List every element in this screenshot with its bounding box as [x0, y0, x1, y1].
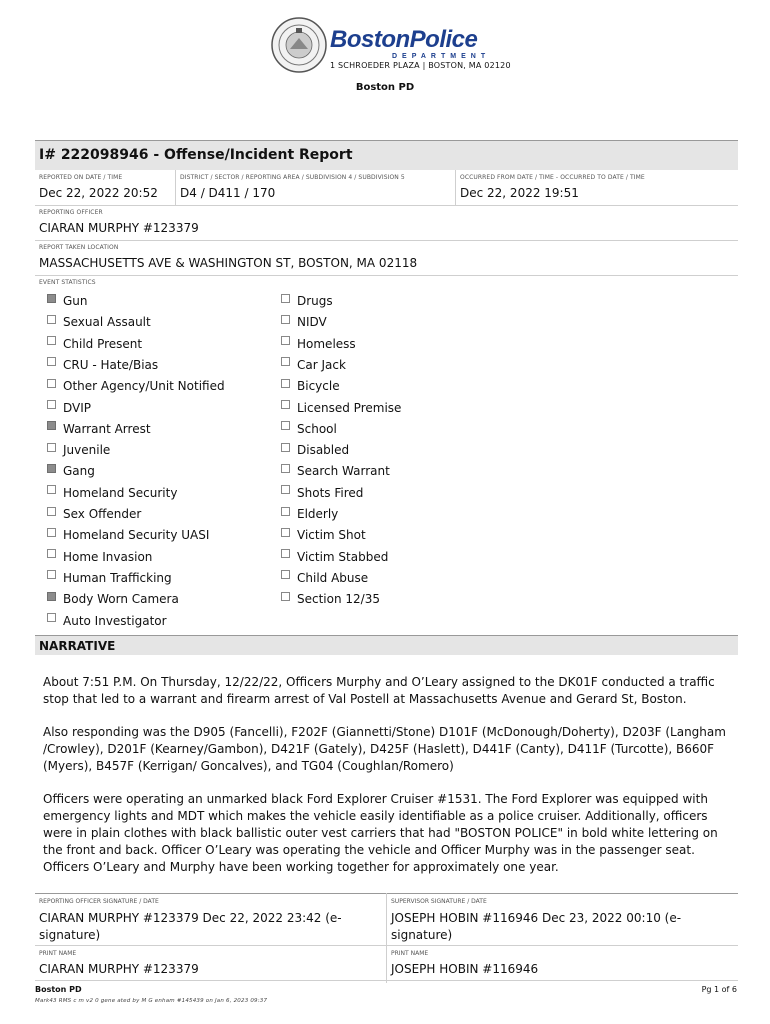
event-statistic-item [47, 313, 151, 331]
event-statistic-label: Search Warrant [297, 464, 390, 479]
unchecked-checkbox [281, 357, 290, 366]
event-statistic-label: NIDV [297, 315, 327, 330]
divider [35, 240, 738, 241]
event-statistic-label: Bicycle [297, 379, 340, 394]
divider [175, 170, 176, 205]
supervisor-signature-label: SUPERVISOR SIGNATURE / DATE [391, 898, 487, 905]
report-header [0, 12, 770, 122]
event-statistic-item [47, 441, 110, 459]
event-statistics-label: EVENT STATISTICS [39, 279, 96, 286]
event-statistic-item [281, 399, 401, 417]
unchecked-checkbox [281, 592, 290, 601]
event-statistic-label: Human Trafficking [63, 570, 172, 585]
unchecked-checkbox [47, 613, 56, 622]
event-statistic-label: Car Jack [297, 357, 346, 372]
narrative-paragraph-1: About 7:51 P.M. On Thursday, 12/22/22, Officers Murphy and O’Leary assigned to the DK01F conducted a traffic stop that led to a warrant and firearm arrest of Val Postell at Massachusetts Avenue and Gerard St, Boston. [43, 675, 715, 706]
supervisor-print-label: PRINT NAME [391, 950, 429, 957]
district-value: D4 / D411 / 170 [180, 186, 276, 200]
location-value: MASSACHUSETTS AVE & WASHINGTON ST, BOSTON, MA 02118 [39, 256, 418, 270]
unchecked-checkbox [47, 549, 56, 558]
event-statistic-label: Child Abuse [297, 570, 369, 585]
event-statistic-label: Other Agency/Unit Notified [63, 379, 225, 394]
unchecked-checkbox [47, 485, 56, 494]
reporting-officer-value: CIARAN MURPHY #123379 [39, 221, 199, 235]
brand-subtitle: DEPARTMENT [392, 53, 491, 60]
checked-checkbox [47, 464, 56, 473]
event-statistic-label: Drugs [297, 294, 333, 308]
event-statistic-label: Auto Investigator [63, 613, 167, 628]
unchecked-checkbox [47, 379, 56, 388]
unchecked-checkbox [47, 315, 56, 324]
event-statistic-item [47, 505, 141, 523]
event-statistic-item [47, 462, 95, 480]
officer-print-label: PRINT NAME [39, 950, 77, 957]
reported-on-value: Dec 22, 2022 20:52 [39, 186, 158, 200]
police-seal-icon [270, 16, 328, 74]
event-statistic-item [47, 569, 172, 587]
officer-signature-value: CIARAN MURPHY #123379 Dec 22, 2022 23:42 (e-signature) [39, 911, 342, 942]
occurred-label: OCCURRED FROM DATE / TIME - OCCURRED TO DATE / TIME [460, 174, 645, 181]
event-statistic-item [281, 569, 368, 587]
unchecked-checkbox [281, 528, 290, 537]
unchecked-checkbox [281, 570, 290, 579]
event-statistic-item [281, 313, 327, 331]
footer-department: Boston PD [35, 985, 82, 994]
department-address: 1 SCHROEDER PLAZA | BOSTON, MA 02120 [330, 61, 511, 70]
unchecked-checkbox [281, 549, 290, 558]
unchecked-checkbox [281, 315, 290, 324]
event-statistic-item [47, 590, 179, 608]
event-statistic-item [47, 292, 88, 310]
event-statistic-item [281, 526, 366, 544]
event-statistic-label: Juvenile [63, 443, 111, 458]
event-statistic-item [281, 335, 356, 353]
occurred-value: Dec 22, 2022 19:51 [460, 186, 579, 200]
unchecked-checkbox [47, 528, 56, 537]
unchecked-checkbox [281, 294, 290, 303]
event-statistic-item [47, 526, 209, 544]
event-statistic-label: Homeland Security [63, 485, 178, 500]
event-statistic-item [281, 462, 390, 480]
unchecked-checkbox [47, 400, 56, 409]
reported-on-label: REPORTED ON DATE / TIME [39, 174, 123, 181]
supervisor-signature-value: JOSEPH HOBIN #116946 Dec 23, 2022 00:10 (e-signature) [391, 911, 682, 942]
divider [35, 275, 738, 276]
unchecked-checkbox [47, 443, 56, 452]
event-statistic-item [281, 548, 388, 566]
event-statistic-label: Homeland Security UASI [63, 528, 210, 543]
event-statistic-label: Body Worn Camera [63, 592, 179, 607]
page-number: Pg 1 of 6 [701, 985, 737, 994]
event-statistic-item [47, 399, 91, 417]
district-label: DISTRICT / SECTOR / REPORTING AREA / SUBDIVISION 4 / SUBDIVISION 5 [180, 174, 405, 181]
divider [35, 980, 738, 981]
checked-checkbox [47, 592, 56, 601]
narrative-paragraph-2: Also responding was the D905 (Fancelli), F202F (Giannetti/Stone) D101F (McDonough/Doherty), D203F (Langham /Crowley), D201F (Kearney/Gambon), D421F (Gately), D425F (Haslett), D441F (Canty), D411F (Turcotte), B660F (Myers), B457F (Kerrigan/ Goncalves), and TG04 (Coughlan/Romero) [43, 725, 726, 773]
event-statistic-label: Section 12/35 [297, 592, 380, 607]
brand-logo: BostonPolice [330, 26, 478, 53]
event-statistic-item [281, 377, 340, 395]
unchecked-checkbox [281, 464, 290, 473]
event-statistic-item [47, 377, 225, 395]
report-title-bar [35, 140, 738, 170]
footer-generated-note: Mark43 RMS c m v2 0 gene ated by M G enham #145439 on Jan 6, 2023 09:37 [35, 998, 268, 1004]
event-statistic-label: Gang [63, 464, 95, 479]
unchecked-checkbox [281, 421, 290, 430]
unchecked-checkbox [47, 357, 56, 366]
checked-checkbox [47, 421, 56, 430]
event-statistic-item [281, 484, 363, 502]
checked-checkbox [47, 294, 56, 303]
event-statistic-item [47, 335, 142, 353]
divider [35, 945, 738, 946]
divider [386, 893, 387, 983]
event-statistic-item [281, 292, 333, 310]
unchecked-checkbox [281, 507, 290, 516]
event-statistic-item [281, 590, 380, 608]
narrative-paragraph-3: Officers were operating an unmarked black Ford Explorer Cruiser #1531. The Ford Explorer was equipped with emergency lights and MDT which makes the vehicle easily identifiable as a police cruiser. Additionally, officers were in plain clothes with black ballistic outer vest carriers that had "BOSTON POLICE" in bold white lettering on the front and back. Officer O’Leary was operating the vehicle and Officer Murphy was in the passenger seat. Officers O’Leary and Murphy have been working together for approximately one year. [43, 792, 718, 874]
supervisor-print-name: JOSEPH HOBIN #116946 [391, 962, 539, 976]
event-statistic-item [47, 484, 177, 502]
event-statistic-item [281, 356, 346, 374]
unchecked-checkbox [281, 379, 290, 388]
event-statistic-item [281, 420, 337, 438]
divider [35, 205, 738, 206]
event-statistic-label: Homeless [297, 336, 356, 351]
officer-signature-label: REPORTING OFFICER SIGNATURE / DATE [39, 898, 159, 905]
narrative-title: NARRATIVE [39, 639, 116, 653]
event-statistic-label: School [297, 421, 337, 436]
event-statistic-item [47, 420, 151, 438]
reporting-officer-label: REPORTING OFFICER [39, 209, 103, 216]
location-label: REPORT TAKEN LOCATION [39, 244, 119, 251]
event-statistic-label: CRU - Hate/Bias [63, 357, 159, 372]
event-statistic-label: Licensed Premise [297, 400, 402, 415]
department-name: Boston PD [355, 82, 415, 93]
narrative-bar [35, 635, 738, 655]
officer-print-name: CIARAN MURPHY #123379 [39, 962, 199, 976]
event-statistic-label: Warrant Arrest [63, 421, 151, 436]
event-statistic-item [47, 356, 158, 374]
event-statistic-label: Sex Offender [63, 507, 142, 521]
report-title: I# 222098946 - Offense/Incident Report [39, 147, 353, 163]
event-statistic-label: Victim Shot [297, 528, 366, 543]
event-statistic-label: Home Invasion [63, 549, 153, 564]
event-statistic-label: Disabled [297, 443, 350, 458]
event-statistic-label: Child Present [63, 336, 143, 351]
unchecked-checkbox [47, 570, 56, 579]
divider [455, 170, 456, 205]
unchecked-checkbox [281, 400, 290, 409]
event-statistic-label: Victim Stabbed [297, 549, 389, 564]
event-statistic-label: DVIP [63, 400, 92, 415]
unchecked-checkbox [281, 336, 290, 345]
unchecked-checkbox [47, 507, 56, 516]
unchecked-checkbox [281, 485, 290, 494]
event-statistic-item [281, 505, 338, 523]
event-statistic-item [281, 441, 349, 459]
unchecked-checkbox [47, 336, 56, 345]
event-statistic-label: Gun [63, 294, 88, 308]
event-statistic-item [47, 612, 167, 630]
unchecked-checkbox [281, 443, 290, 452]
event-statistic-label: Sexual Assault [63, 315, 151, 330]
event-statistic-item [47, 548, 152, 566]
event-statistic-label: Shots Fired [297, 485, 364, 500]
event-statistic-label: Elderly [297, 507, 339, 521]
